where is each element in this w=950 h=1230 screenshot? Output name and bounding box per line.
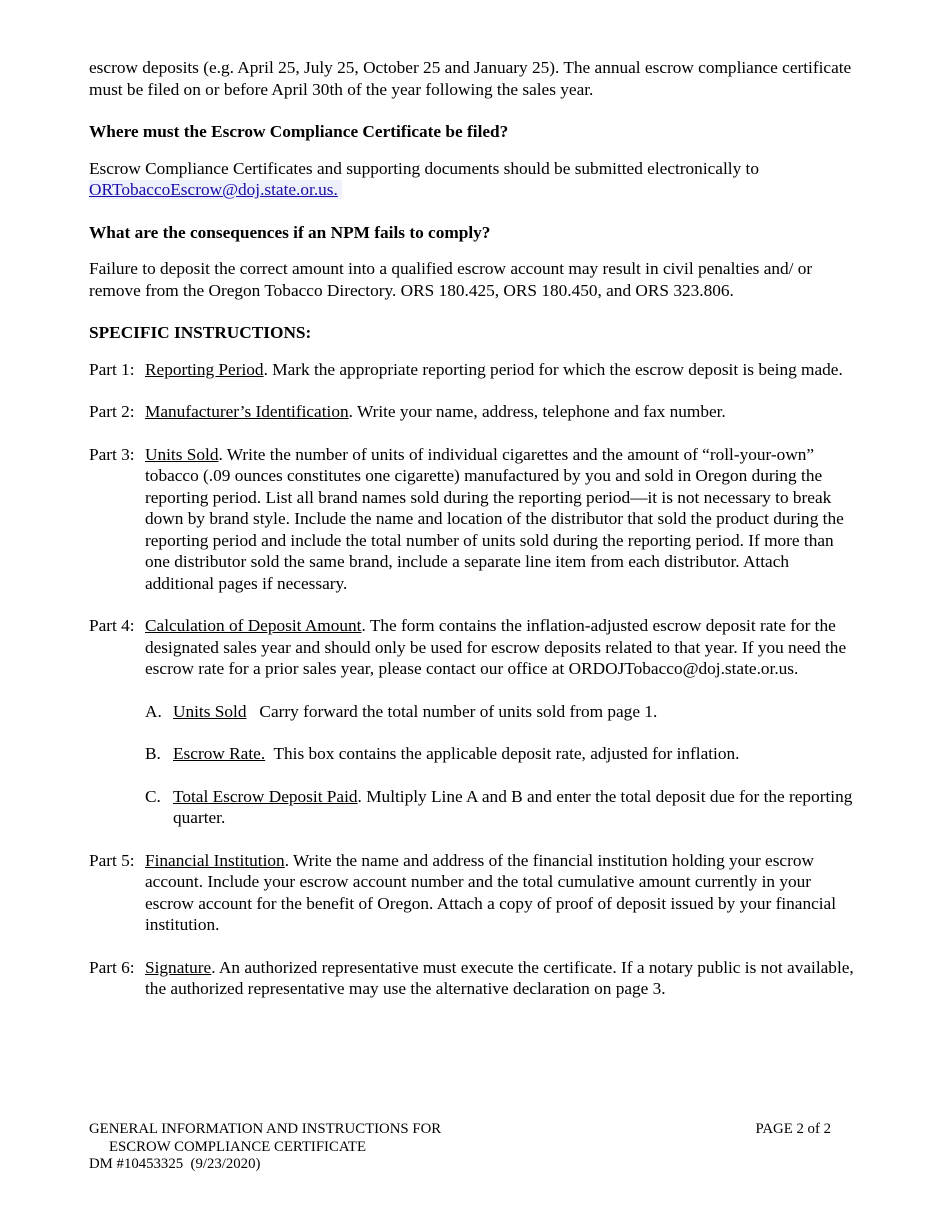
part-text: . Write the name and address of the financial institution holding your escrow account. Include your escrow account number and the total cumulative amount currently in your escrow account for the benefit of Oregon. Attach a copy of proof of deposit issued by your financial institution. (145, 850, 837, 934)
part-label: Part 4: (89, 616, 135, 635)
part-body (145, 615, 861, 829)
part-2 (89, 401, 861, 423)
part-title: Manufacturer’s Identification (145, 402, 349, 421)
footer-doc-id: DM #10453325 (9/23/2020) (89, 1156, 261, 1172)
part-4-sub-b (145, 743, 861, 765)
part-body (145, 359, 861, 381)
part-body (145, 444, 861, 595)
sub-title: Escrow Rate. (173, 744, 266, 763)
part-label: Part 3: (89, 444, 135, 464)
part-body (145, 850, 861, 936)
sub-body (173, 701, 861, 723)
sub-title: Total Escrow Deposit Paid (173, 786, 358, 806)
sub-text: This box contains the applicable deposit rate, adjusted for inflation. (265, 744, 740, 763)
part-body (145, 401, 861, 423)
escrow-email-link[interactable]: ORTobaccoEscrow@doj.state.or.us. (89, 180, 342, 199)
sub-body (173, 786, 861, 829)
part-4-sub-a (145, 701, 861, 723)
part-text: . The form contains the inflation-adjusted escrow deposit rate for the designated sales year and should only be used for escrow deposits related to that year. If you need the escrow rate for a prior sales year, please contact our office at ORDOJTobacco@doj.state.or.us. (145, 616, 847, 678)
footer-title-line2: ESCROW COMPLIANCE CERTIFICATE (109, 1138, 366, 1155)
part-title: Signature (145, 957, 212, 977)
part-4 (89, 615, 861, 829)
part-4-subsections (145, 701, 861, 829)
page-footer (89, 1121, 831, 1174)
consequences-heading: What are the consequences if an NPM fails to comply? (89, 222, 491, 242)
sub-label: C. (145, 786, 161, 806)
sub-title: Units Sold (173, 701, 247, 721)
part-text: . Write your name, address, telephone and fax number. (348, 402, 726, 421)
part-4-sub-c (145, 786, 861, 829)
part-5 (89, 850, 861, 936)
sub-text: Carry forward the total number of units sold from page 1. (246, 701, 658, 721)
part-label: Part 2: (89, 402, 135, 421)
part-title: Units Sold (145, 444, 219, 464)
where-text: Escrow Compliance Certificates and supporting documents should be submitted electronically to (89, 158, 759, 178)
sub-text: . Multiply Line A and B and enter the total deposit due for the reporting quarter. (173, 786, 853, 827)
sub-label: A. (145, 701, 162, 721)
consequences-paragraph: Failure to deposit the correct amount into a qualified escrow account may result in civil penalties and/ or remove from the Oregon Tobacco Directory. ORS 180.425, ORS 180.450, and ORS 323.806. (89, 259, 813, 300)
part-text: . An authorized representative must execute the certificate. If a notary public is not available, the authorized representative may use the alternative declaration on page 3. (145, 957, 854, 998)
part-title: Calculation of Deposit Amount (145, 616, 362, 635)
part-1 (89, 359, 861, 381)
part-text: . Mark the appropriate reporting period for which the escrow deposit is being made. (263, 359, 843, 379)
part-3 (89, 444, 861, 595)
where-paragraph (89, 158, 861, 201)
part-label: Part 5: (89, 850, 135, 870)
part-label: Part 1: (89, 359, 135, 379)
specific-instructions-heading: SPECIFIC INSTRUCTIONS: (89, 323, 312, 342)
where-heading: Where must the Escrow Compliance Certificate be filed? (89, 122, 509, 141)
page-number: PAGE 2 of 2 (755, 1121, 831, 1137)
part-body (145, 957, 861, 1000)
intro-paragraph: escrow deposits (e.g. April 25, July 25, October 25 and January 25). The annual escrow compliance certificate must be filed on or before April 30th of the year following the sales year. (89, 58, 852, 99)
part-6 (89, 957, 861, 1000)
part-text: . Write the number of units of individual cigarettes and the amount of “roll-your-own” tobacco (.09 ounces constitutes one cigarette) manufactured by you and sold in Oregon during the reporting period. List all brand names sold during the reporting period—it is not necessary to break down by brand style. Include the name and location of the distributor that sold the product during the reporting period and include the total number of units sold during the reporting period. If more than one distributor sold the same brand, include a separate line item from each distributor. Attach additional pages if necessary. (145, 444, 844, 593)
part-title: Reporting Period (145, 359, 264, 379)
part-label: Part 6: (89, 957, 135, 977)
document-page (89, 57, 861, 1021)
footer-title-line1: GENERAL INFORMATION AND INSTRUCTIONS FOR (89, 1121, 442, 1137)
sub-body (173, 743, 861, 765)
sub-label: B. (145, 744, 161, 763)
part-title: Financial Institution (145, 850, 285, 870)
footer-left (89, 1121, 831, 1174)
